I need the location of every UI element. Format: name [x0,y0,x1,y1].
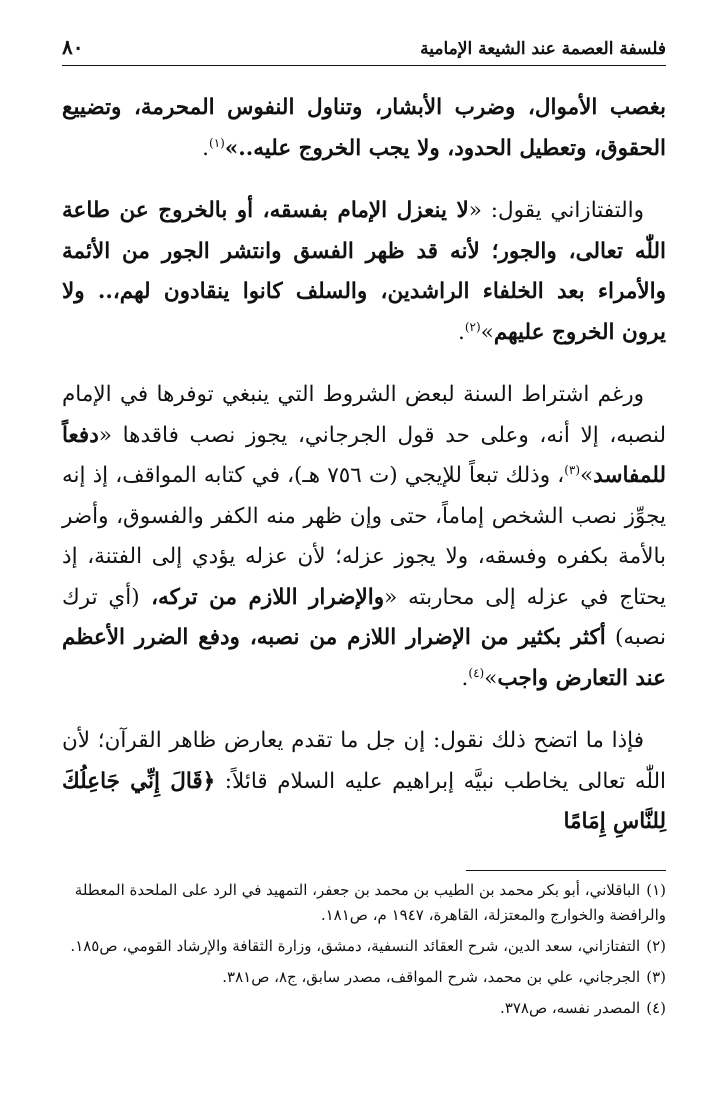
page-header [62,30,666,66]
footnote [62,996,666,1021]
paragraph [62,88,666,169]
text-run: » [484,665,498,691]
footnote-ref: (٤) [468,665,485,680]
text-run: بغصب الأموال، وضرب الأبشار، وتناول النفوس المحرمة، وتضييع الحقوق، وتعطيل الحدود، ولا يجب الخروج عليه..» [62,95,666,161]
text-run: . [461,665,469,691]
text-run: لا ينعزل الإمام بفسقه، أو بالخروج عن طاعة اللّٰه تعالى، والجور؛ لأنه قد ظهر الفسق وانتشر الجور من الأئمة والأمراء بعد الخلفاء الراشدين، والسلف كانوا ينقادون لهم،.. ولا يرون الخروج عليهم [62,198,666,345]
text-run: فإذا ما اتضح ذلك نقول: إن جل ما تقدم يعارض ظاهر القرآن؛ لأن اللّٰه تعالى يخاطب نبيَّه إبراهيم عليه السلام قائلاً: [62,728,666,794]
footnote-text: الباقلاني، أبو بكر محمد بن الطيب بن محمد بن جعفر، التمهيد في الرد على الملحدة المعطلة والرافضة والخوارج والمعتزلة، القاهرة، ١٩٤٧ م، ص١٨١. [74,881,666,924]
footnote-separator [466,870,666,871]
text-run: والتفتازاني يقول: « [468,198,645,223]
footnote-ref: (٣) [564,462,581,477]
footnote-ref: (١) [209,135,225,150]
page-number: ٨٠ [62,35,84,59]
text-run: أكثر بكثير من الإضرار اللازم من نصبه، ودفع الضرر الأعظم عند التعارض واجب [62,625,666,691]
text-run: » [480,319,494,345]
text-run: دفعاً للمفاسد [62,422,666,488]
footnote-number: (٢) [646,937,666,955]
text-run: . [458,319,465,345]
footnote-ref: (٢) [464,319,481,334]
paragraph [62,191,666,353]
text-run: ، وذلك تبعاً للإيجي (ت ٧٥٦ هـ)، في كتابه المواقف، إذ إنه يجوِّز نصب الشخص إماماً، حتى وإن ظهر منه الكفر والفسوق، وأضر بالأمة بكفره وفسقه، ولا يجوز عزله؛ لأن عزله يؤدي إلى الفتنة، إذ يحتاج في عزله إلى محاربته « [62,463,667,610]
footnote-text: التفتازاني، سعد الدين، شرح العقائد النسفية، دمشق، وزارة الثقافة والإرشاد القومي، ص١٨٥. [70,937,641,955]
text-run: والإضرار اللازم من تركه، [139,584,385,610]
text-run: (أي ترك نصبه) [62,584,666,650]
footnotes [62,878,666,1027]
footnote-number: (٤) [646,999,666,1017]
footnote [62,878,666,928]
footnote [62,965,666,990]
footnote [62,934,666,959]
text-run: » [580,463,594,488]
footnote-text: الجرجاني، علي بن محمد، شرح المواقف، مصدر سابق، ج٨، ص٣٨١. [222,968,641,986]
paragraph [62,375,666,699]
paragraph [62,721,666,843]
text-run: . [202,135,209,161]
text-run: ﴿قَالَ إِنِّي جَاعِلُكَ لِلنَّاسِ إِمَامًا [62,768,666,834]
footnote-number: (٣) [646,968,666,986]
text-run: ورغم اشتراط السنة لبعض الشروط التي ينبغي توفرها في الإمام لنصبه، إلا أنه، وعلى حد قول الجرجاني، يجوز نصب فاقدها « [62,382,666,448]
main-text [62,88,666,865]
running-title: فلسفة العصمة عند الشيعة الإمامية [420,39,666,59]
footnote-number: (١) [646,881,666,899]
footnote-text: المصدر نفسه، ص٣٧٨. [500,999,641,1017]
